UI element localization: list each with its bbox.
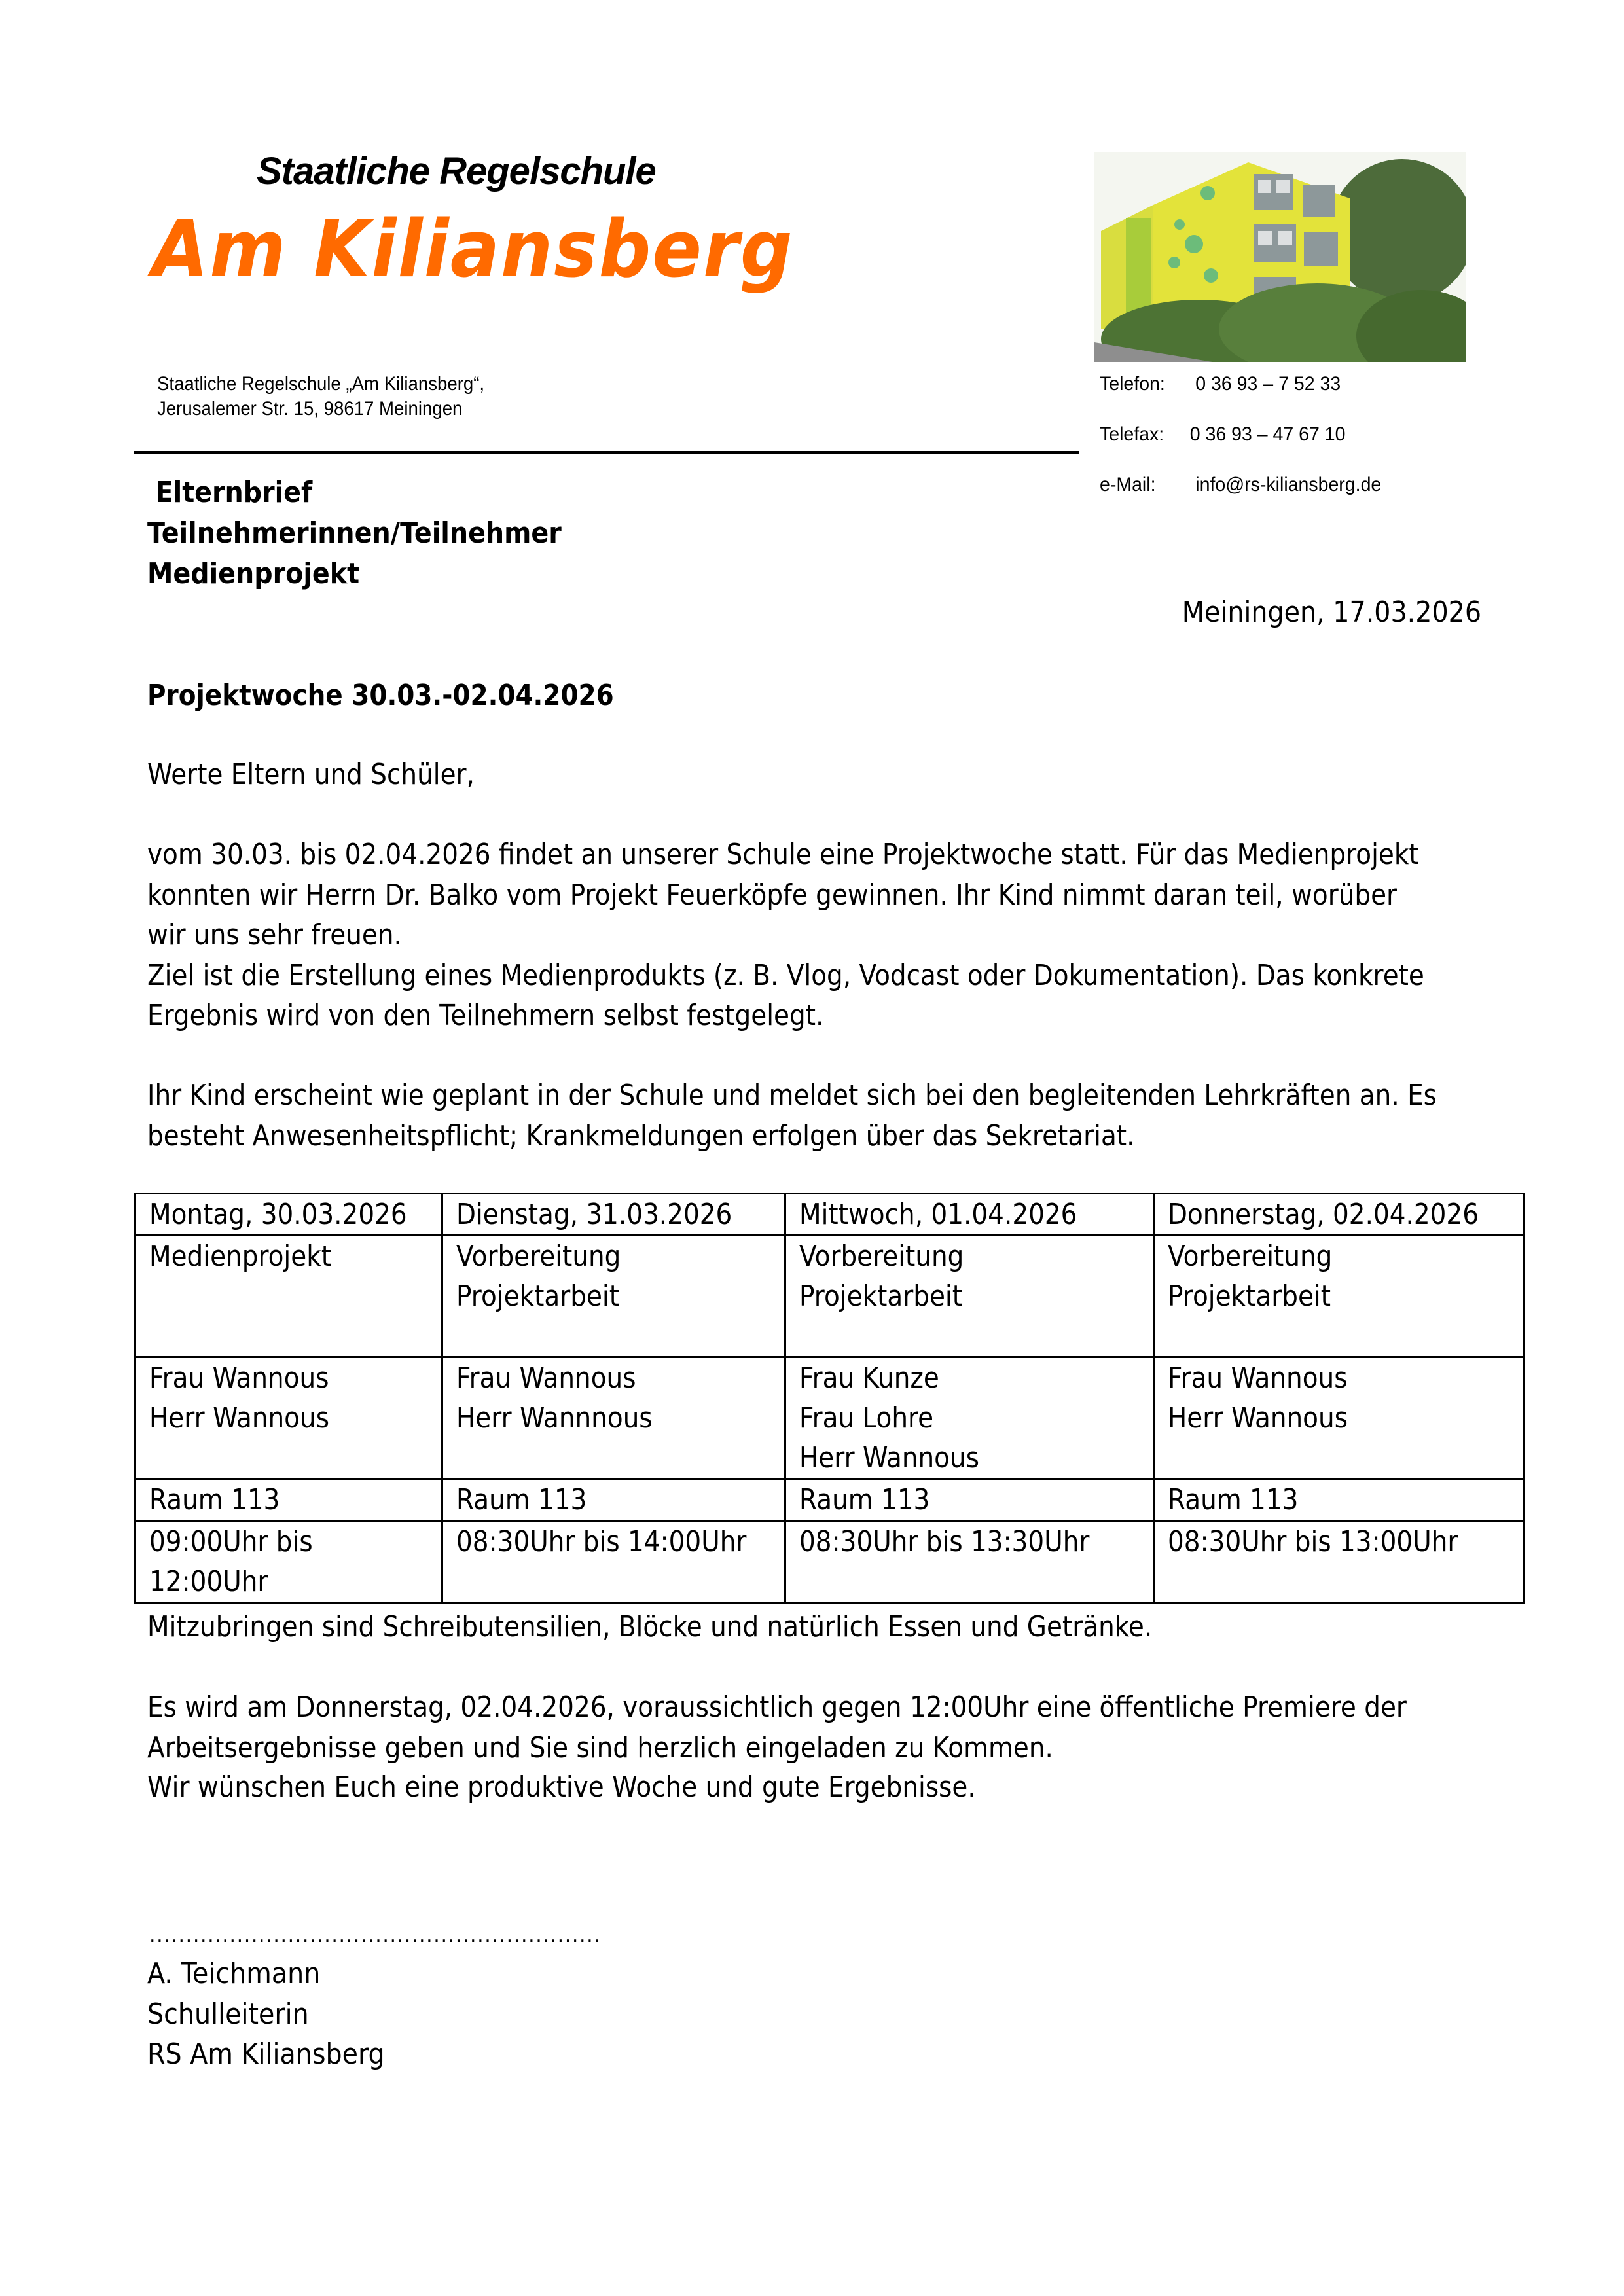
subject-line-1: Elternbrief — [155, 476, 313, 509]
address-line-2: Jerusalemer Str. 15, 98617 Meiningen — [157, 398, 463, 420]
staff-cell: Frau Kunze Frau Lohre Herr Wannous — [785, 1357, 1154, 1479]
school-type-heading: Staatliche Regelschule — [257, 150, 656, 192]
closing-wish: Wir wünschen Euch eine produktive Woche und gute Ergebnisse. — [147, 1770, 976, 1804]
paragraph-line: Es wird am Donnerstag, 02.04.2026, voraussichtlich gegen 12:00Uhr eine öffentliche Premiere der — [147, 1691, 1407, 1724]
email-link[interactable]: info@rs-kiliansberg.de — [1195, 474, 1382, 495]
signer-role: Schulleiterin — [147, 1997, 309, 2031]
day-header-cell: Mittwoch, 01.04.2026 — [785, 1194, 1154, 1236]
school-address — [157, 372, 484, 422]
contact-block — [1100, 373, 1381, 524]
greeting: Werte Eltern und Schüler, — [147, 758, 475, 791]
paragraph-line: Arbeitsergebnisse geben und Sie sind herzlich eingeladen zu Kommen. — [147, 1731, 1053, 1765]
paragraph-line: wir uns sehr freuen. — [147, 918, 402, 952]
signature-block — [147, 1954, 385, 2075]
room-cell: Raum 113 — [785, 1479, 1154, 1521]
contact-fax — [1100, 423, 1381, 474]
activity-cell: Medienprojekt — [135, 1236, 442, 1357]
paragraph-line: Ziel ist die Erstellung eines Medienprodukts (z. B. Vlog, Vodcast oder Dokumentation). Das konkrete — [147, 958, 1424, 992]
address-line-1: Staatliche Regelschule „Am Kiliansberg“, — [157, 373, 485, 395]
place-date: Meiningen, 17.03.2026 — [1182, 596, 1481, 629]
school-building-photo — [1094, 152, 1466, 362]
intro-paragraph — [147, 834, 1424, 1036]
fax-value: 0 36 93 – 47 67 10 — [1189, 423, 1346, 445]
premiere-paragraph — [147, 1687, 1407, 1768]
staff-cell: Frau Wannous Herr Wannnous — [442, 1357, 785, 1479]
table-row-staff — [135, 1357, 1525, 1479]
activity-cell: Vorbereitung Projektarbeit — [785, 1236, 1154, 1357]
table-row-activity — [135, 1236, 1525, 1357]
paragraph-line: Ihr Kind erscheint wie geplant in der Schule und meldet sich bei den begleitenden Lehrkräften an. Es — [147, 1079, 1437, 1112]
paragraph-line: konnten wir Herrn Dr. Balko vom Projekt Feuerköpfe gewinnen. Ihr Kind nimmt daran teil, worüber — [147, 878, 1398, 912]
email-label: e-Mail: — [1100, 474, 1156, 495]
time-cell: 08:30Uhr bis 13:00Uhr — [1154, 1521, 1525, 1603]
time-cell: 08:30Uhr bis 13:30Uhr — [785, 1521, 1154, 1603]
day-header-cell: Montag, 30.03.2026 — [135, 1194, 442, 1236]
activity-cell: Vorbereitung Projektarbeit — [1154, 1236, 1525, 1357]
paragraph-line: vom 30.03. bis 02.04.2026 findet an unserer Schule eine Projektwoche statt. Für das Medienprojekt — [147, 838, 1419, 871]
contact-email — [1100, 474, 1381, 524]
letterhead-divider — [134, 451, 1079, 454]
fax-label: Telefax: — [1100, 423, 1164, 445]
attendance-paragraph — [147, 1075, 1437, 1156]
time-cell: 08:30Uhr bis 14:00Uhr — [442, 1521, 785, 1603]
room-cell: Raum 113 — [442, 1479, 785, 1521]
signer-school: RS Am Kiliansberg — [147, 2037, 385, 2071]
room-cell: Raum 113 — [1154, 1479, 1525, 1521]
day-header-cell: Donnerstag, 02.04.2026 — [1154, 1194, 1525, 1236]
signature-line: .............................................................. — [149, 1924, 602, 1947]
table-row-room — [135, 1479, 1525, 1521]
staff-cell: Frau Wannous Herr Wannous — [135, 1357, 442, 1479]
signer-name: A. Teichmann — [147, 1957, 321, 1990]
building-image-icon — [1094, 152, 1466, 362]
table-row-time — [135, 1521, 1525, 1603]
school-name-logo: Am Kiliansberg — [152, 204, 794, 295]
paragraph-line: Ergebnis wird von den Teilnehmern selbst festgelegt. — [147, 999, 824, 1032]
phone-value: 0 36 93 – 7 52 33 — [1195, 373, 1341, 395]
time-cell: 09:00Uhr bis 12:00Uhr — [135, 1521, 442, 1603]
contact-phone — [1100, 373, 1381, 423]
subject-line-2: Teilnehmerinnen/Teilnehmer — [147, 516, 562, 550]
items-to-bring: Mitzubringen sind Schreibutensilien, Blöcke und natürlich Essen und Getränke. — [147, 1610, 1153, 1643]
schedule-table — [134, 1193, 1525, 1604]
subject-line-3: Medienprojekt — [147, 557, 360, 590]
letter-subject — [147, 473, 562, 594]
day-header-cell: Dienstag, 31.03.2026 — [442, 1194, 785, 1236]
paragraph-line: besteht Anwesenheitspflicht; Krankmeldungen erfolgen über das Sekretariat. — [147, 1119, 1135, 1153]
staff-cell: Frau Wannous Herr Wannous — [1154, 1357, 1525, 1479]
room-cell: Raum 113 — [135, 1479, 442, 1521]
project-title: Projektwoche 30.03.-02.04.2026 — [147, 679, 614, 712]
table-row-days — [135, 1194, 1525, 1236]
phone-label: Telefon: — [1100, 373, 1165, 395]
activity-cell: Vorbereitung Projektarbeit — [442, 1236, 785, 1357]
